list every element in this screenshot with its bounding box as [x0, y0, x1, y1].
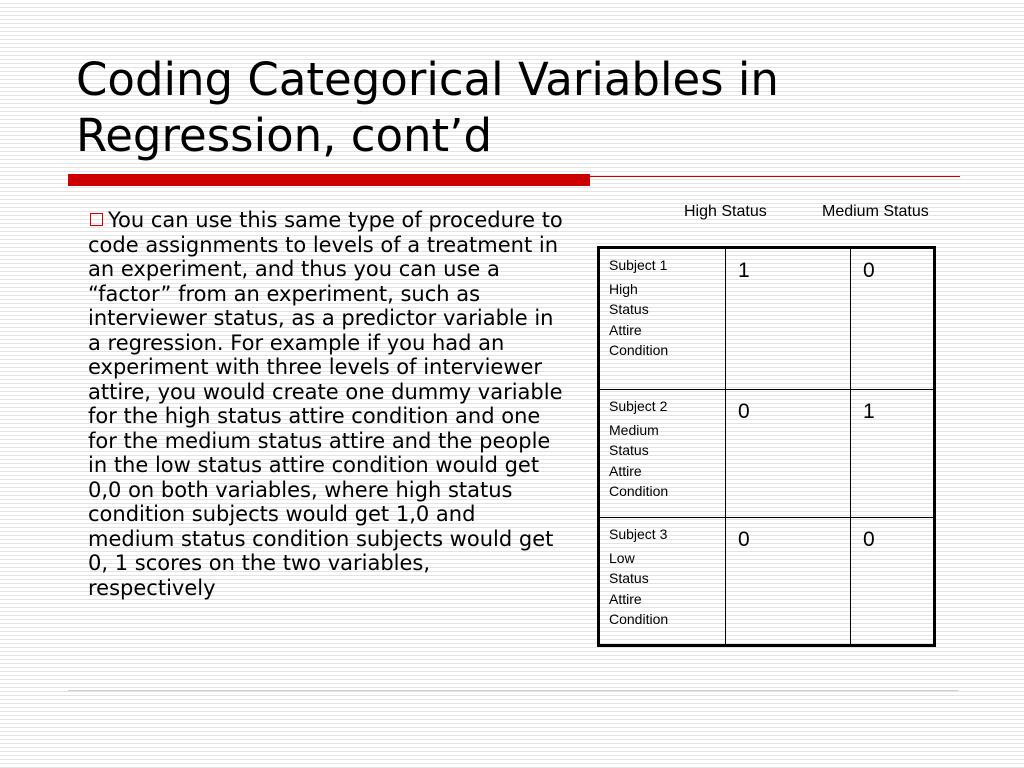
column-header-high-status: High Status [684, 203, 767, 220]
table-row [599, 518, 935, 646]
condition-word: Attire [609, 462, 642, 479]
dummy-coding-table [597, 246, 936, 647]
title-line-2: Regression, cont’d [76, 109, 493, 162]
condition-word: Attire [609, 590, 642, 607]
condition-word: Medium [609, 421, 659, 438]
subject-label: Subject 3 [609, 526, 668, 542]
table-row [599, 390, 935, 518]
condition-word: Condition [609, 611, 669, 627]
table-row [599, 248, 935, 390]
high-status-value: 0 [726, 390, 851, 518]
condition-word: Status [609, 442, 649, 458]
subject-label: Subject 1 [609, 257, 668, 273]
subject-cell [599, 518, 726, 646]
condition-word: Status [609, 570, 649, 586]
medium-status-value: 0 [851, 248, 935, 390]
condition-word: Condition [609, 342, 669, 358]
condition-word: Low [609, 549, 635, 566]
column-header-medium-status: Medium Status [822, 203, 929, 220]
condition-word: Condition [609, 483, 669, 499]
bullet-paragraph [88, 208, 564, 600]
title-accent-line [590, 176, 960, 177]
subject-label: Subject 2 [609, 398, 668, 414]
square-bullet-icon [90, 213, 103, 226]
subject-cell [599, 390, 726, 518]
high-status-value: 1 [726, 248, 851, 390]
title-line-1: Coding Categorical Variables in [76, 53, 779, 106]
title-accent-bar [68, 174, 590, 186]
bullet-text: You can use this same type of procedure to code assignments to levels of a treatment in an experiment, and thus you can use a “factor” from an experiment, such as interviewer status, as a predictor variable in a regression. For example if you had an experiment with three levels of interviewer attire, you would create one dummy variable for the high status attire condition and one for the medium status attire and the people in the low status attire condition would get 0,0 on both variables, where high status condition subjects would get 1,0 and medium status condition subjects would get 0, 1 scores on the two variables, respectively [88, 208, 563, 600]
high-status-value: 0 [726, 518, 851, 646]
condition-word: High [609, 280, 638, 297]
medium-status-value: 0 [851, 518, 935, 646]
medium-status-value: 1 [851, 390, 935, 518]
slide-title [76, 52, 976, 164]
condition-word: Attire [609, 321, 642, 338]
condition-word: Status [609, 301, 649, 317]
subject-cell [599, 248, 726, 390]
footer-divider [68, 690, 958, 691]
